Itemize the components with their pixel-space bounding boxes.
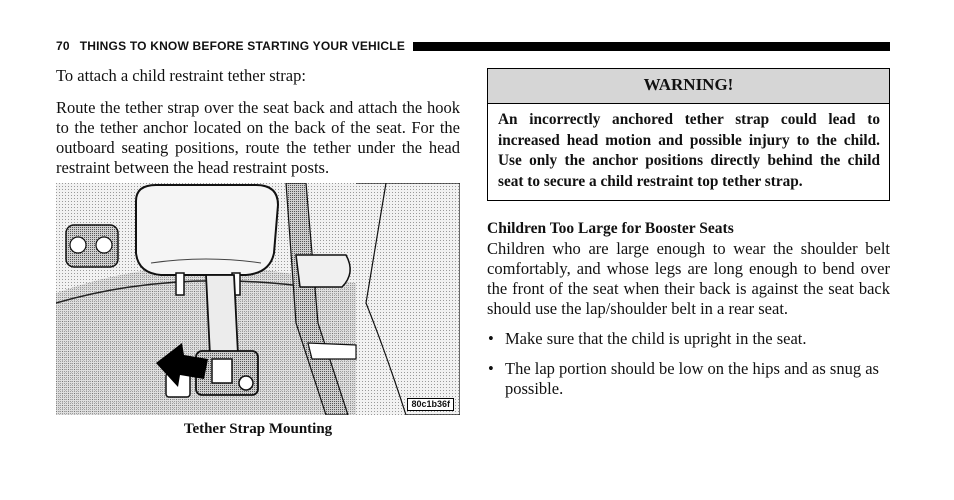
left-column	[56, 66, 460, 178]
page-header	[56, 38, 890, 54]
bullet-icon: •	[488, 329, 494, 348]
bullet-icon: •	[488, 359, 494, 378]
warning-box	[487, 68, 890, 201]
bullet-item	[487, 359, 890, 399]
warning-title: WARNING!	[488, 69, 889, 104]
figure-caption: Tether Strap Mounting	[183, 421, 333, 437]
illustration-drawing	[56, 183, 460, 415]
figure-code: 80c1b36f	[407, 398, 454, 411]
bullet-text: The lap portion should be low on the hips and as snug as possible.	[505, 359, 879, 398]
section-title: THINGS TO KNOW BEFORE STARTING YOUR VEHICLE	[79, 39, 406, 53]
instructions-text: Route the tether strap over the seat back and attach the hook to the tether anchor located on the back of the seat. For the outboard seating positions, route the tether under the head restraint between the head restraint posts.	[56, 98, 460, 177]
header-rule	[413, 42, 890, 51]
bullet-text: Make sure that the child is upright in the seat.	[505, 329, 807, 348]
page-number: 70	[56, 39, 70, 53]
bullet-list	[487, 329, 890, 399]
booster-paragraph: Children who are large enough to wear the shoulder belt comfortably, and whose legs are long enough to bend over the front of the seat when their back is against the seat back should use the lap/shoulder belt in a rear seat.	[487, 239, 890, 318]
bullet-item	[487, 329, 890, 349]
intro-text: To attach a child restraint tether strap:	[56, 66, 306, 85]
warning-text: An incorrectly anchored tether strap could lead to increased head motion and possible injury to the child. Use only the anchor positions directly behind the child seat to secure a child restraint top tether strap.	[498, 111, 880, 190]
tether-strap-illustration	[56, 183, 460, 415]
subheading: Children Too Large for Booster Seats	[487, 220, 734, 237]
right-column	[487, 68, 890, 409]
